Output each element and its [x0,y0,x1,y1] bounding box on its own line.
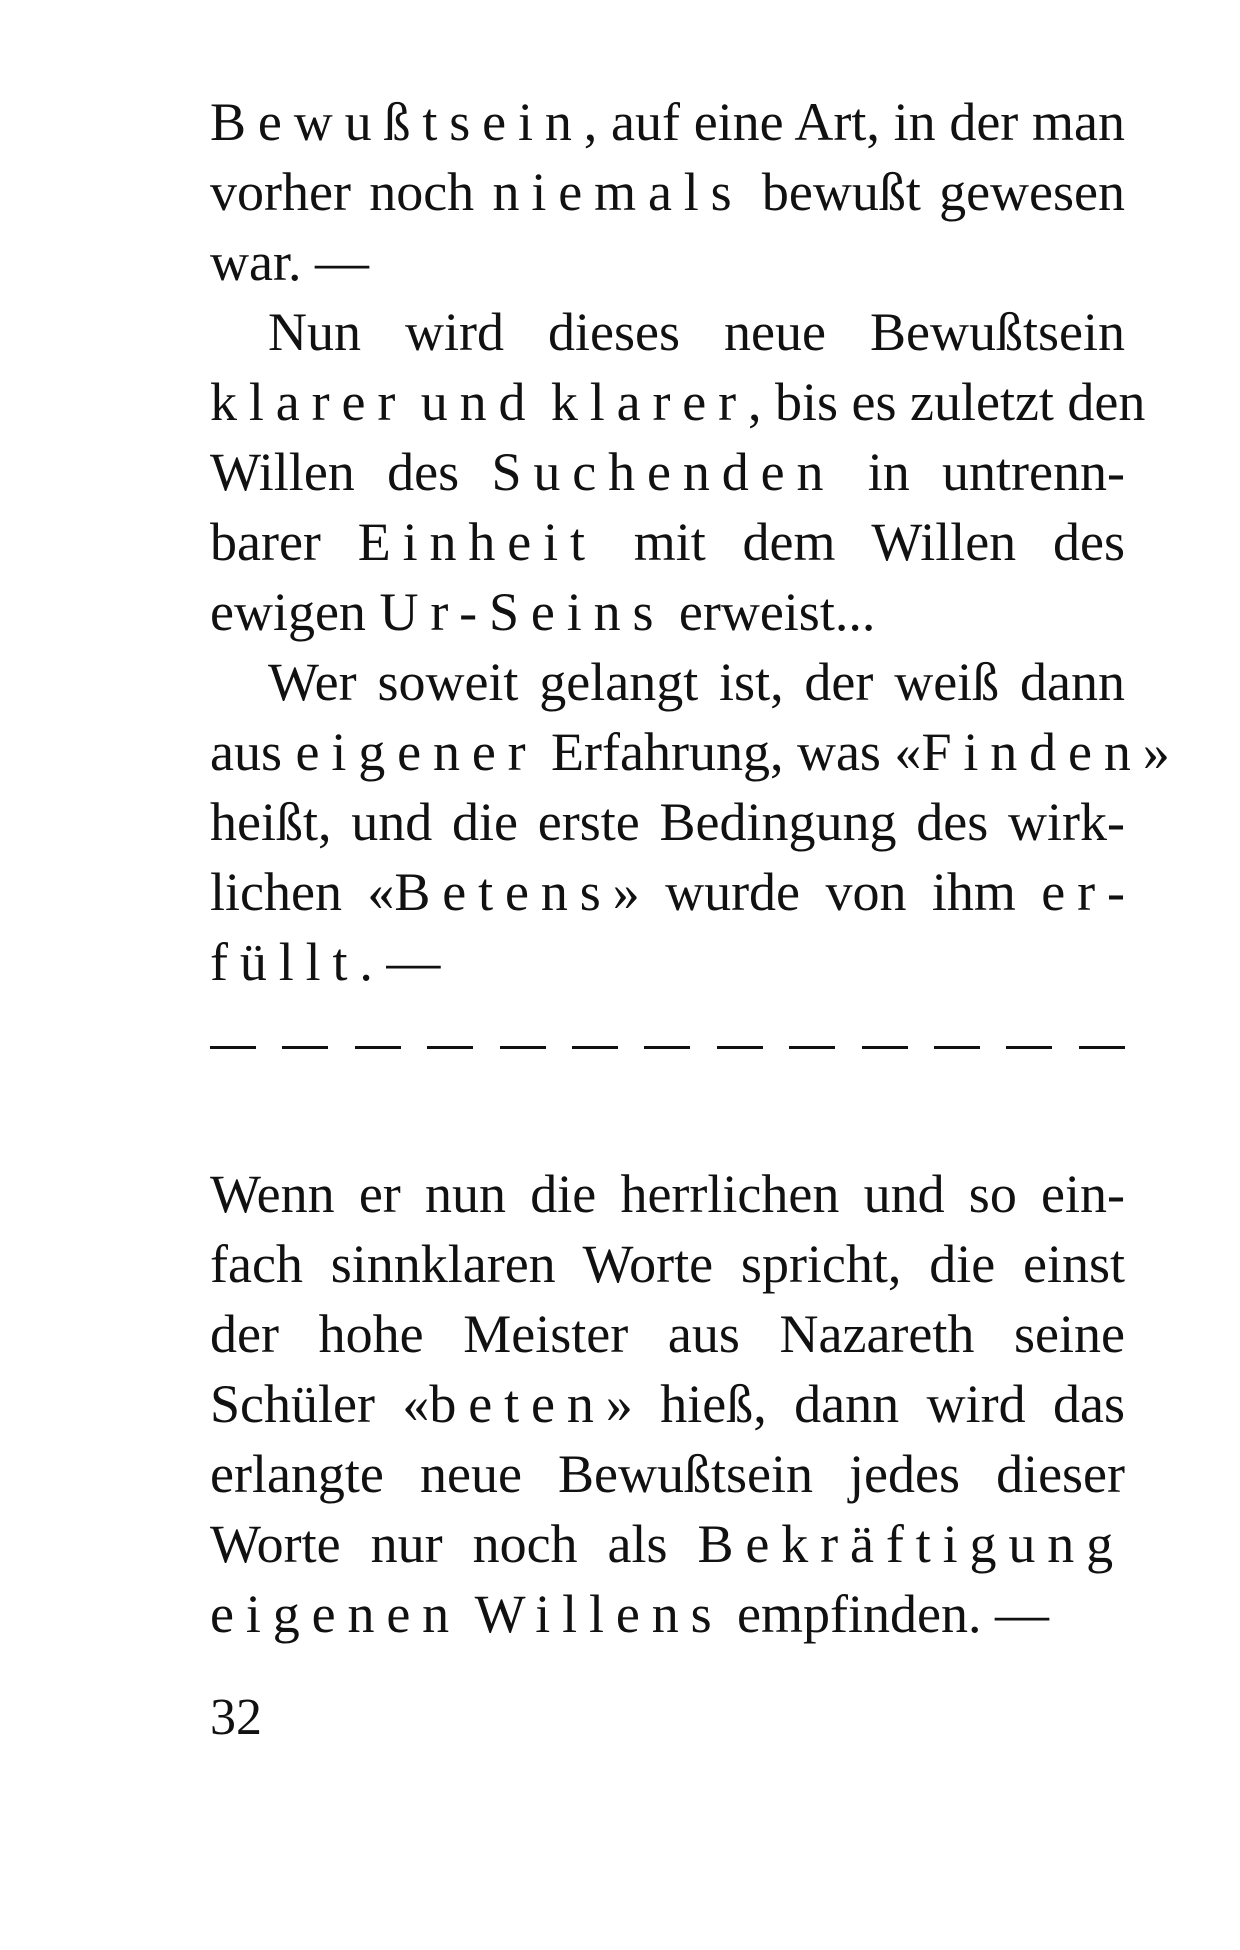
spaced-word: er [1041,862,1108,922]
spaced-word: klarer [550,372,749,432]
spaced-word: Bewußtsein [210,92,584,152]
divider-dash [210,1046,256,1049]
divider-dash [717,1046,763,1049]
spaced-word: Bekräftigung [697,1514,1125,1574]
spaced-word: füllt [210,932,360,992]
text-line: Schüler «beten» hieß, dann wird das [210,1374,1126,1434]
spaced-word: eigenen [210,1584,462,1644]
text-line: lichen «Betens» wurde von ihm er- [210,862,1125,922]
spaced-word: Einheit [357,512,597,572]
text-line: Willen des Suchenden in untrenn- [210,442,1125,502]
divider-dash [1006,1046,1052,1049]
divider-dash [1079,1046,1125,1049]
divider-dash [282,1046,328,1049]
text-line: Nun wird dieses neue Bewußtsein [268,302,1125,362]
text-line: der hohe Meister aus Nazareth seine [210,1304,1125,1364]
spaced-word: und [420,372,538,432]
page-number: 32 [210,1689,262,1746]
text-line: barer Einheit mit dem Willen des [210,512,1125,572]
text-line: erlangte neue Bewußtsein jedes dieser [210,1444,1125,1504]
text-line: heißt, und die erste Bedingung des wirk- [210,792,1125,852]
text-line: eigenen Willens empfinden. — [210,1584,1049,1644]
spaced-word: eigener [295,722,538,782]
divider-dash [427,1046,473,1049]
divider-dash [862,1046,908,1049]
divider-dash [500,1046,546,1049]
text-line: war. — [210,232,369,292]
section-divider [210,1046,1125,1050]
text-line: füllt. — [210,932,441,992]
text-line: aus eigener Erfahrung, was «Finden» [210,722,1170,782]
text-line: Wenn er nun die herrlichen und so ein- [210,1164,1125,1224]
text-line: fach sinnklaren Worte spricht, die einst [210,1234,1125,1294]
divider-dash [355,1046,401,1049]
text-line: Wer soweit gelangt ist, der weiß dann [268,652,1125,712]
text-line: ewigen Ur-Seins erweist... [210,582,876,642]
spaced-word: niemals [492,162,744,222]
spaced-word: Finden [921,722,1143,782]
spaced-word: beten [429,1374,606,1434]
text-line: klarer und klarer, bis es zuletzt den [210,372,1146,432]
spaced-word: klarer [210,372,408,432]
text-line: Worte nur noch als Bekräftigung [210,1514,1125,1574]
spaced-word: Ur-Seins [379,582,666,642]
divider-dash [934,1046,980,1049]
spaced-word: Betens [394,862,613,922]
divider-dash [644,1046,690,1049]
divider-dash [572,1046,618,1049]
spaced-word: Willens [474,1584,724,1644]
divider-dash [789,1046,835,1049]
spaced-word: Suchenden [491,442,836,502]
text-line: Bewußtsein, auf eine Art, in der man [210,92,1125,152]
text-line: vorher noch niemals bewußt gewesen [210,162,1125,222]
